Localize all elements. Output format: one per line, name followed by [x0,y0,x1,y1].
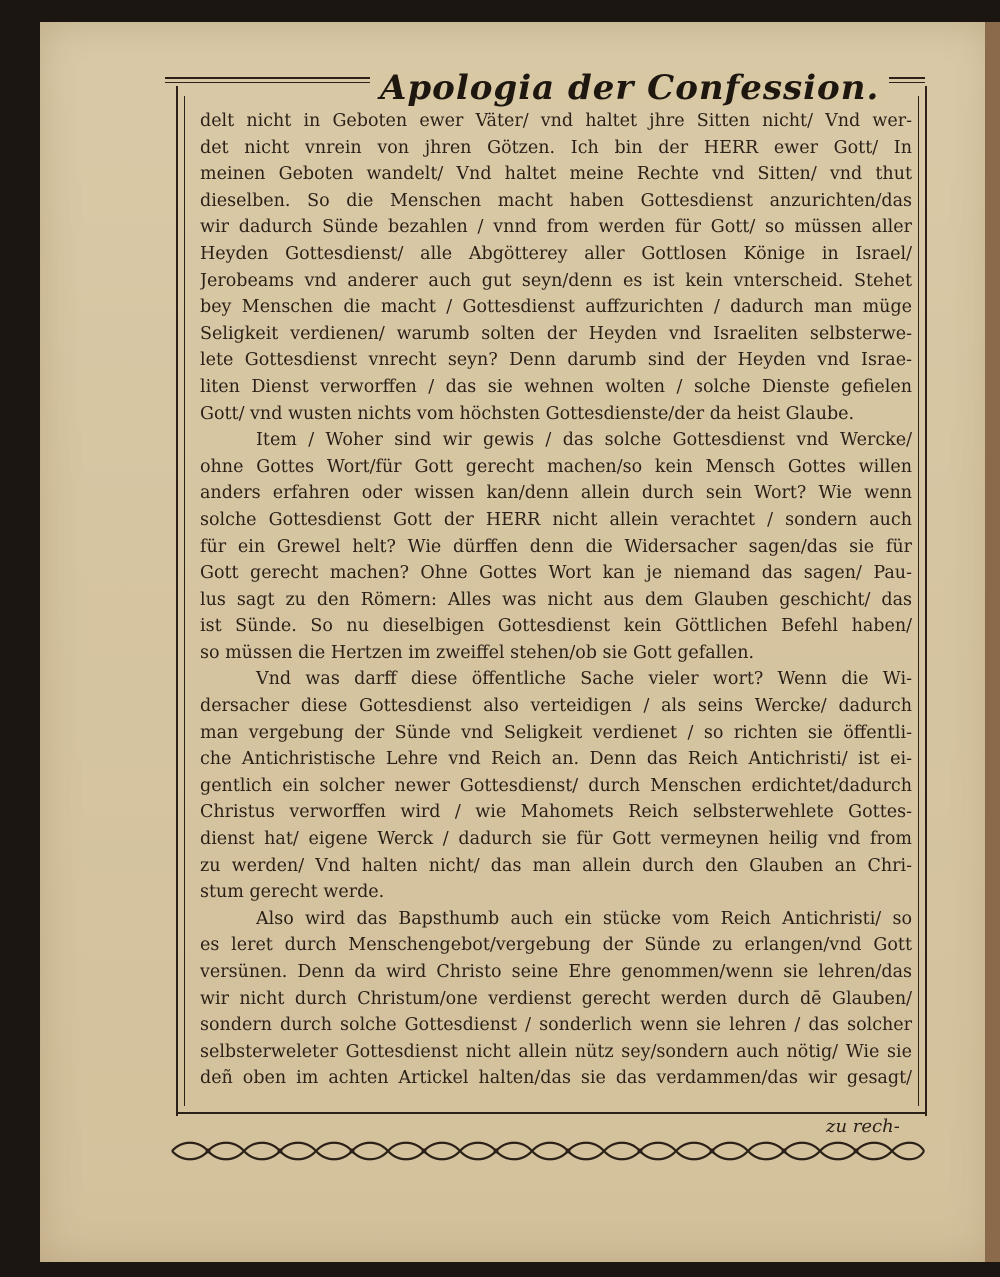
text-line: dieselben. So die Menschen macht haben Gottesdienst anzurichten/das [200,190,912,211]
frame-border-left [176,86,178,1116]
page-edge [985,22,1000,1262]
body-text [200,108,912,1092]
text-line: Jerobeams vnd anderer auch gut seyn/denn es ist kein vnterscheid. Stehet [200,270,912,291]
paragraph-start: Also wird das Bapsthumb auch ein stücke vom Reich Antichristi/ so [256,908,912,929]
text-line: lete Gottesdienst vnrecht seyn? Denn darumb sind der Heyden vnd Israe- [200,350,912,371]
text-line: für ein Grewel helt? Wie dürffen denn die Widersacher sagen/das sie für [200,536,912,557]
text-line: sondern durch solche Gottesdienst / sonderlich wenn sie lehren / das solcher [200,1015,912,1036]
text-line: versünen. Denn da wird Christo seine Ehre genommen/wenn sie lehren/das [200,962,912,982]
text-line: wir dadurch Sünde bezahlen / vnnd from werden für Gott/ so müssen aller [200,217,912,238]
text-line: wir nicht durch Christum/one verdienst gerecht werden durch dē Glauben/ [200,988,912,1009]
text-line: delt nicht in Geboten ewer Väter/ vnd haltet jhre Sitten nicht/ Vnd wer- [200,111,912,131]
text-line: zu werden/ Vnd halten nicht/ das man allein durch den Glauben an Chri- [200,855,912,876]
text-line: lus sagt zu den Römern: Alles was nicht aus dem Glauben geschicht/ das [200,589,912,610]
text-line: solche Gottesdienst Gott der HERR nicht allein verachtet / sondern auch [200,509,912,530]
text-line: ohne Gottes Wort/für Gott gerecht machen/so kein Mensch Gottes willen [200,456,912,477]
text-line: deñ oben im achten Artickel halten/das sie das verdammen/das wir gesagt/ [200,1068,912,1089]
frame-border-right [925,86,927,1116]
text-line: Heyden Gottesdienst/ alle Abgötterey aller Gottlosen Könige in Israel/ [200,243,912,264]
catchword: zu rech- [826,1116,900,1137]
text-line: meinen Geboten wandelt/ Vnd haltet meine Rechte vnd Sitten/ vnd thut [200,164,912,185]
text-line: stum gerecht werde. [200,882,385,903]
text-line: che Antichristische Lehre vnd Reich an. Denn das Reich Antichristi/ ist ei- [200,749,912,770]
paragraph-start: Vnd was darff diese öffentliche Sache vieler wort? Wenn die Wi- [256,669,912,690]
text-line: det nicht vnrein von jhren Götzen. Ich bin der HERR ewer Gott/ In [200,137,912,158]
text-line: Gott/ vnd wusten nichts vom höchsten Gottesdienste/der da heist Glaube. [200,403,855,424]
frame-border-bottom [176,1112,927,1114]
text-line: selbsterweleter Gottesdienst nicht allein nütz sey/sondern auch nötig/ Wie sie [200,1041,912,1062]
text-line: liten Dienst verworffen / das sie wehnen wolten / solche Dienste gefielen [200,376,912,397]
text-line: dersacher diese Gottesdienst also verteidigen / als seins Wercke/ dadurch [200,696,912,717]
decorative-ornament-band [168,1136,928,1166]
text-line: Christus verworffen wird / wie Mahomets Reich selbsterwehlete Gottes- [200,802,912,823]
text-line: gentlich ein solcher newer Gottesdienst/ durch Menschen erdichtet/dadurch [200,775,912,796]
text-line: es leret durch Menschengebot/vergebung der Sünde zu erlangen/vnd Gott [200,935,912,956]
text-line: Seligkeit verdienen/ warumb solten der Heyden vnd Israeliten selbsterwe- [200,323,912,344]
frame-border-left-inner [184,96,185,1106]
text-line: bey Menschen die macht / Gottesdienst auffzurichten / dadurch man müge [200,297,912,318]
text-line: dienst hat/ eigene Werck / dadurch sie für Gott vermeynen heilig vnd from [200,829,912,850]
text-line: Gott gerecht machen? Ohne Gottes Wort kan je niemand das sagen/ Pau- [200,563,912,584]
frame-border-right-inner [918,96,919,1106]
text-line: ist Sünde. So nu dieselbigen Gottesdienst kein Göttlichen Befehl haben/ [200,616,912,637]
text-line: so müssen die Hertzen im zweiffel stehen/ob sie Gott gefallen. [200,642,755,663]
text-line: anders erfahren oder wissen kan/denn allein durch sein Wort? Wie wenn [200,483,912,504]
text-line: man vergebung der Sünde vnd Seligkeit verdienet / so richten sie öffentli- [200,722,912,743]
paragraph-start: Item / Woher sind wir gewis / das solche Gottesdienst vnd Wercke/ [256,430,912,451]
running-head: Apologia der Confession. [370,68,889,108]
